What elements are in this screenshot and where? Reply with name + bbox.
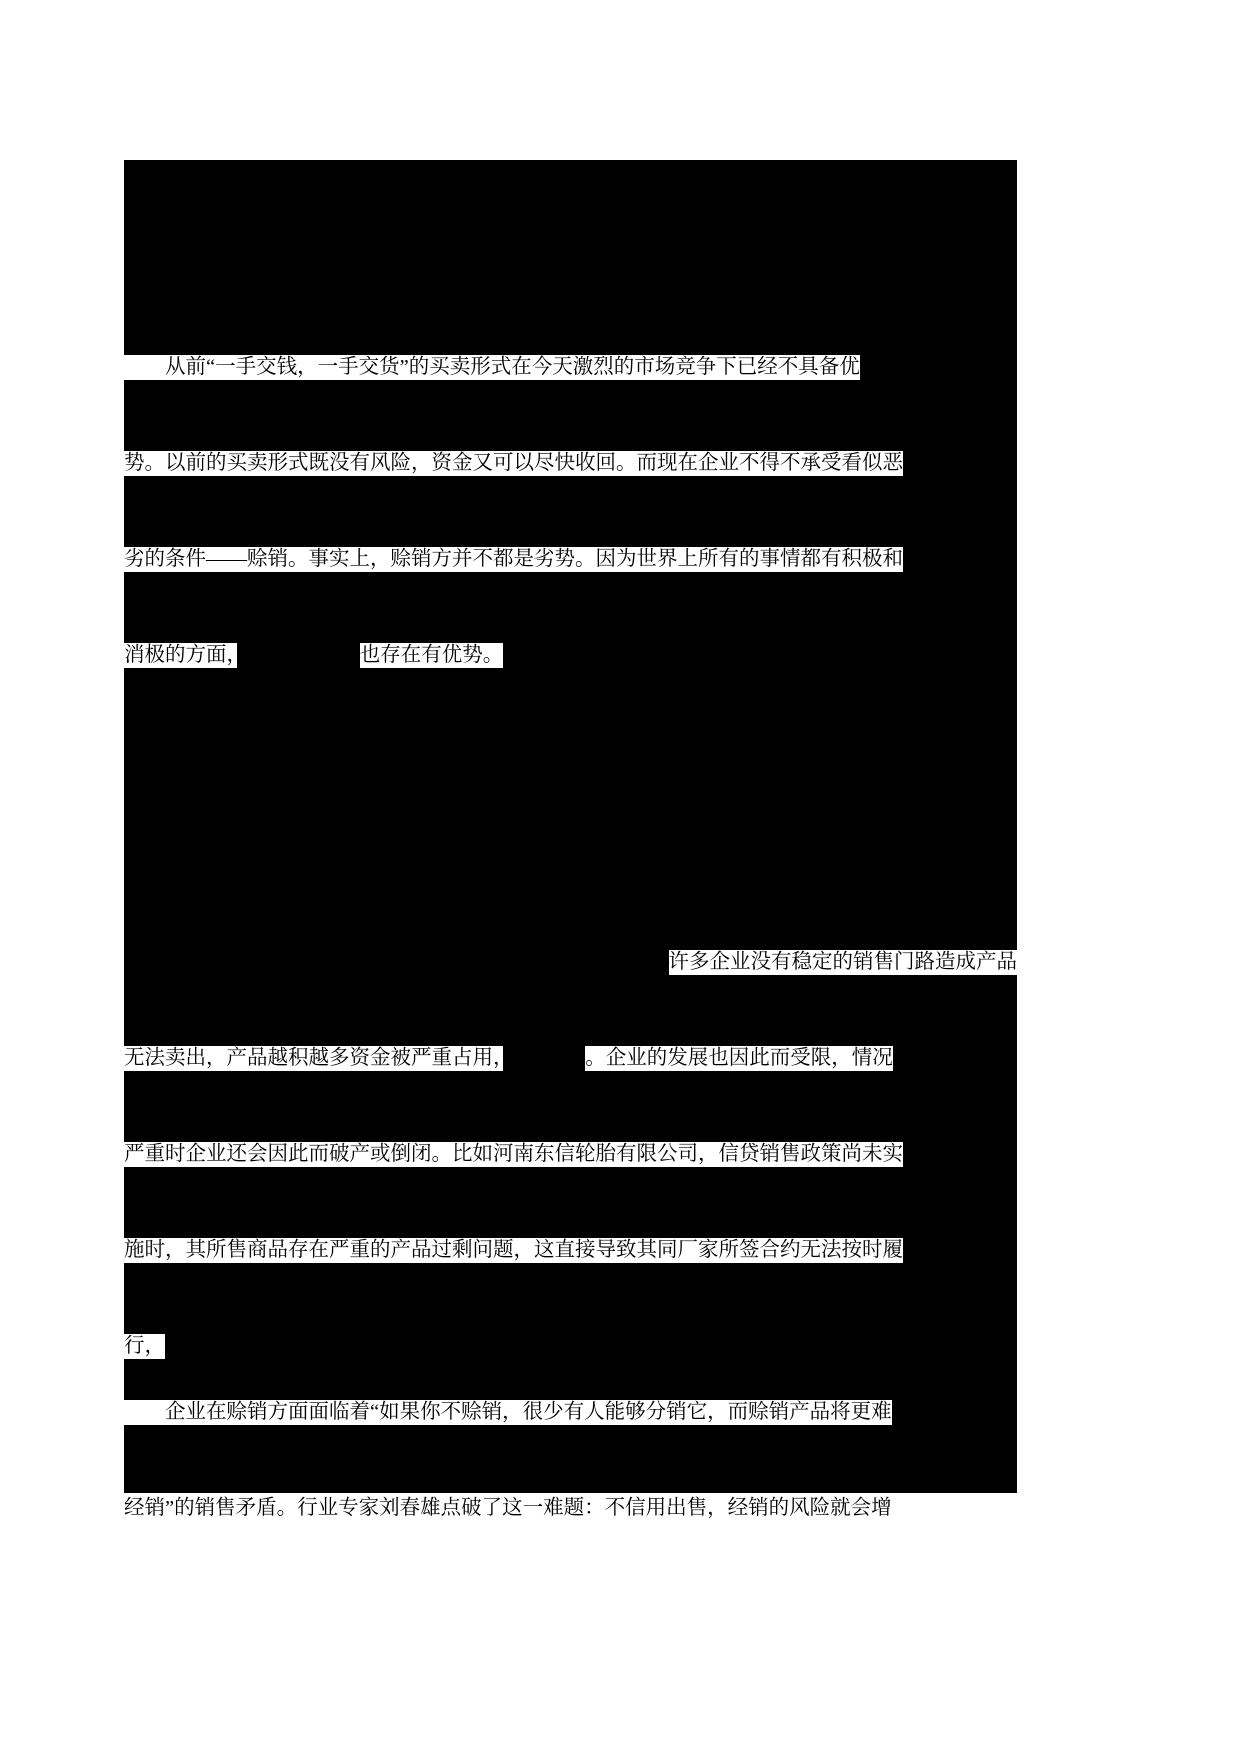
paragraph-1: [124, 287, 1017, 735]
text-line: 势。以前的买卖形式既没有风险，资金又可以尽快收回。而现在企业不得不承受看似恶: [124, 452, 903, 474]
text-line: 劣的条件——赊销。事实上，赊销方并不都是劣势。因为世界上所有的事情都有积极和: [124, 548, 903, 570]
text-line: 消极的方面， 也存在有优势。: [124, 644, 504, 666]
text-line: 从前“一手交钱，一手交货”的买卖形式在今天激烈的市场竞争下已经不具备优: [124, 356, 860, 378]
paragraph-3: [124, 1332, 1017, 1588]
text-line: 企业在赊销方面面临着“如果你不赊销，很少有人能够分销它，而赊销产品将更难: [124, 1401, 892, 1423]
text-line: 施时，其所售商品存在严重的产品过剩问题，这直接导致其同厂家所签合约无法按时履: [124, 1239, 903, 1261]
text-line: 许多企业没有稳定的销售门路造成产品: [124, 946, 1017, 978]
text-line: 严重时企业还会因此而破产或倒闭。比如河南东信轮胎有限公司，信贷销售政策尚未实: [124, 1143, 903, 1165]
document-body-region: [124, 160, 1017, 1519]
text-line: 经销”的销售矛盾。行业专家刘春雄点破了这一难题：不信用出售，经销的风险就会增: [124, 1497, 892, 1519]
text-line: 无法卖出，产品越积越多资金被严重占用， 。企业的发展也因此而受限，情况: [124, 1047, 893, 1069]
text-line: 行，: [124, 1335, 165, 1357]
